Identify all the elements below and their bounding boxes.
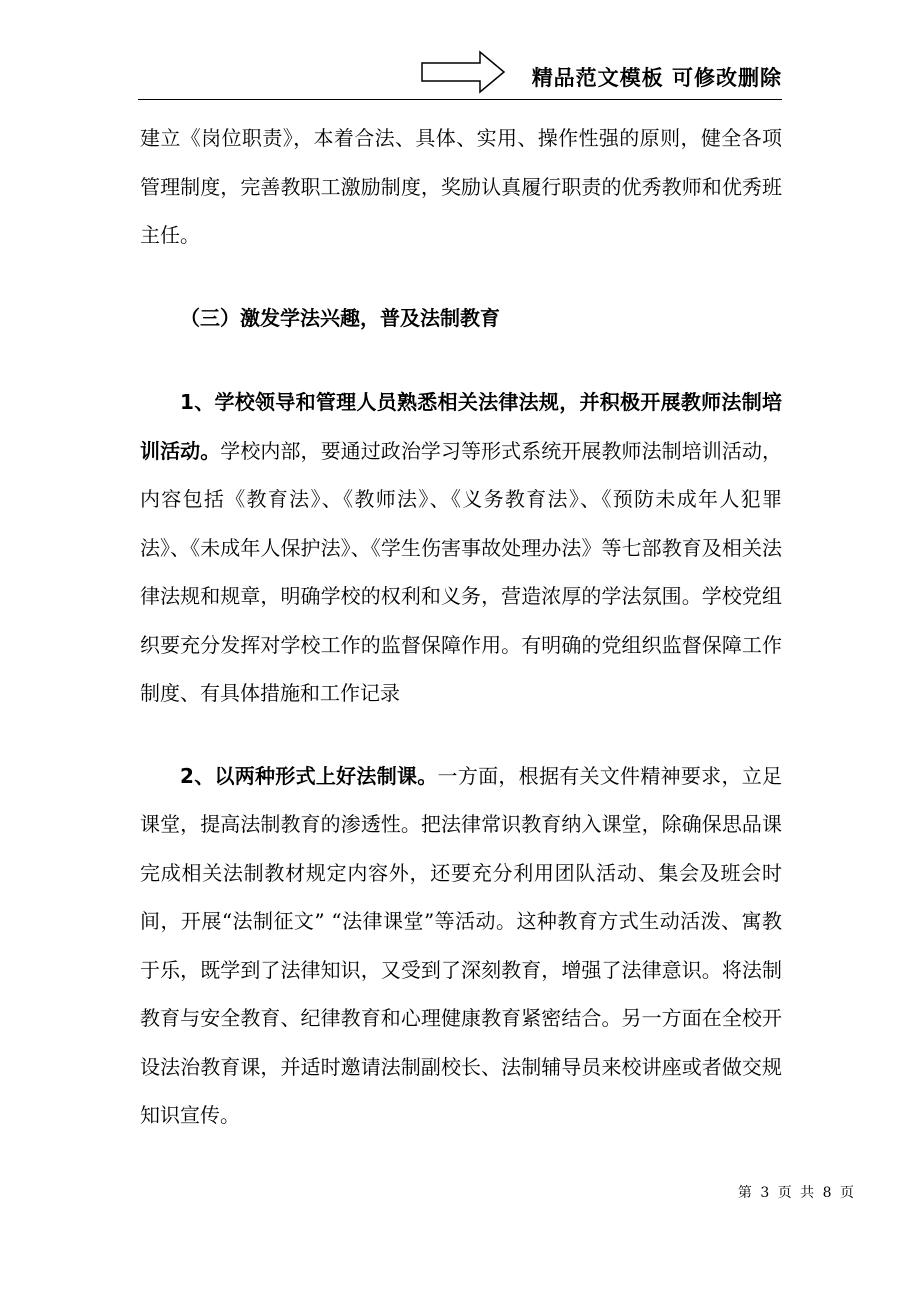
- list-item-1-lead: 1、学校领导和管理人员熟悉相关法律法规，并积极开展教师法制培训活动。: [140, 390, 782, 463]
- header-divider: [138, 99, 782, 100]
- list-item-1-text: 学校内部，要通过政治学习等形式系统开展教师法制培训活动，内容包括《教育法》、《教师法》、《义务教育法》、《预防未成年人犯罪法》、《未成年人保护法》、《学生伤害事故处理办法》等七部教育及相关法律法规和规章，明确学校的权利和义务，营造浓厚的学法氛围。学校党组织要充分发挥对学校工作的监督保障作用。有明确的党组织监督保障工作制度、有具体措施和工作记录: [140, 438, 783, 705]
- document-body: [140, 114, 782, 1140]
- list-item-1: [140, 378, 782, 718]
- page-header: [138, 48, 782, 100]
- list-item-2-text: 一方面，根据有关文件精神要求，立足课堂，提高法制教育的渗透性。把法律常识教育纳入课堂，除确保思品课完成相关法制教材规定内容外，还要充分利用团队活动、集会及班会时间，开展“法制征文” “法律课堂”等活动。这种教育方式生动活泼、寓教于乐，既学到了法律知识，又受到了深刻教育，增强了法律意识。将法制教育与安全教育、纪律教育和心理健康教育紧密结合。另一方面在全校开设法治教育课，并适时邀请法制副校长、法制辅导员来校讲座或者做交规知识宣传。: [140, 763, 783, 1127]
- list-item-2: [140, 752, 782, 1140]
- page-number: 第 3 页 共 8 页: [737, 1185, 854, 1201]
- section-heading: （三）激发学法兴趣，普及法制教育: [180, 305, 500, 330]
- header-title: 精品范文模板 可修改删除: [531, 66, 782, 90]
- right-arrow-outline-icon: [420, 50, 506, 94]
- list-item-2-lead: 2、以两种形式上好法制课。: [180, 763, 438, 788]
- paragraph-job-responsibilities: 建立《岗位职责》，本着合法、具体、实用、操作性强的原则，健全各项管理制度，完善教职工激励制度，奖励认真履行职责的优秀教师和优秀班主任。: [140, 126, 782, 247]
